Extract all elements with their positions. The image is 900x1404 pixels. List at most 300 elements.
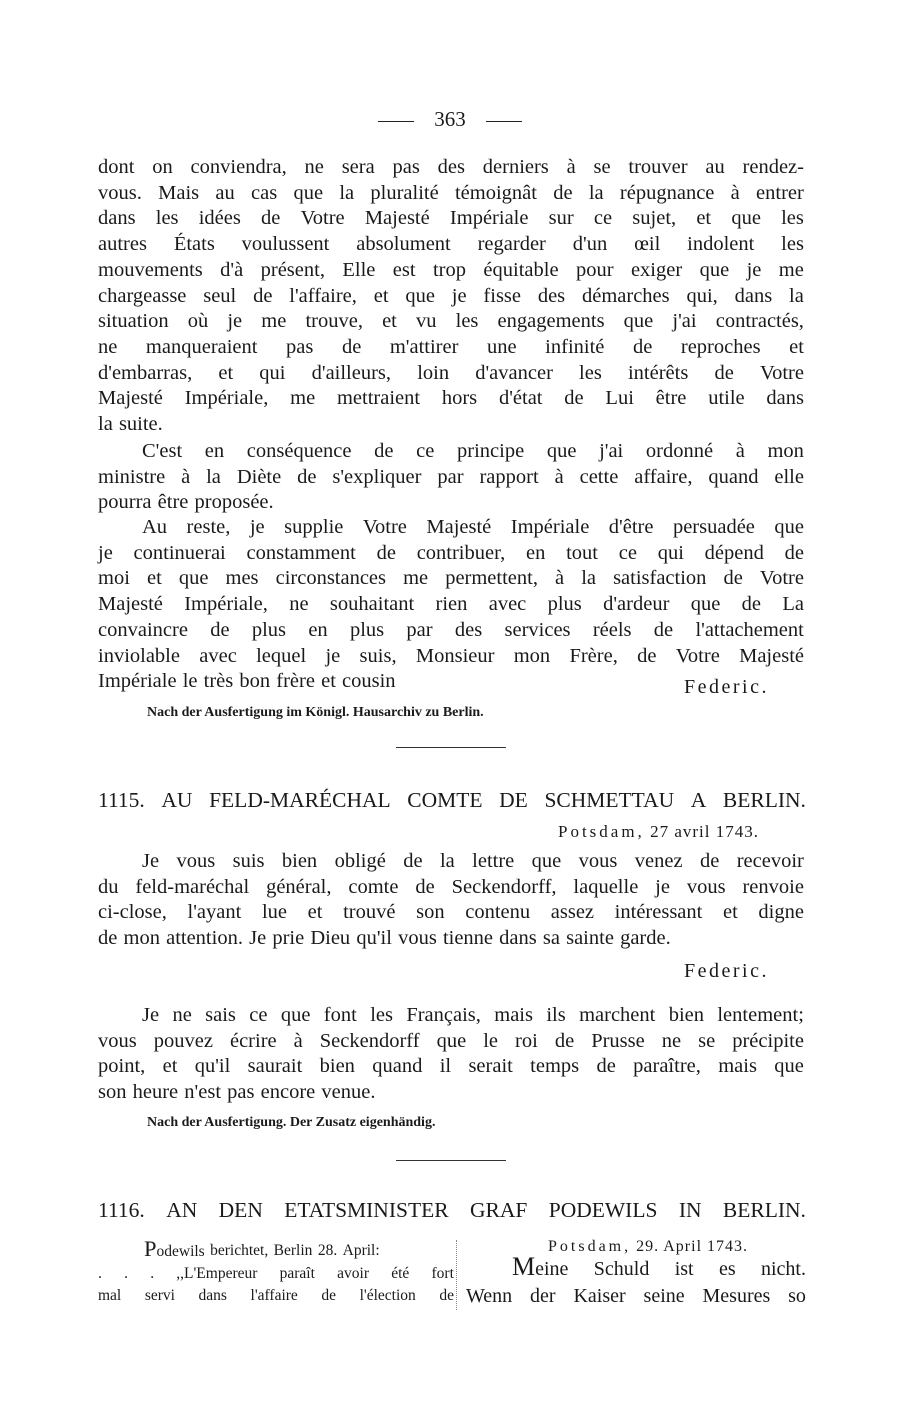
word: nicht. xyxy=(760,1258,806,1280)
word: Seckendorff xyxy=(319,1029,420,1052)
word: plus xyxy=(547,593,582,616)
word: et xyxy=(722,901,738,924)
word: manqueraient xyxy=(145,335,258,358)
word: son xyxy=(416,901,445,924)
word: Seckendorff, xyxy=(451,875,557,898)
word: que xyxy=(774,1055,804,1078)
word: d'un xyxy=(572,233,608,256)
word: Votre xyxy=(675,644,720,667)
section-divider xyxy=(396,747,506,748)
word: ne xyxy=(98,335,118,358)
word: digne xyxy=(758,901,804,924)
initial-letter: M xyxy=(512,1252,536,1281)
text-line xyxy=(98,439,804,465)
word: une xyxy=(487,335,517,358)
word: la xyxy=(206,465,221,488)
word: saurait xyxy=(247,1055,303,1078)
heading-word: DE xyxy=(499,788,528,812)
word: je xyxy=(746,258,762,281)
word: elle xyxy=(774,465,804,488)
word: . xyxy=(98,1265,102,1282)
word: des xyxy=(454,618,483,641)
word: de xyxy=(637,644,657,667)
word: précipite xyxy=(732,1029,804,1052)
word: la xyxy=(789,284,804,307)
word: pouvez xyxy=(153,1029,213,1052)
word: ministre xyxy=(98,465,166,488)
word: Votre xyxy=(759,567,804,590)
word: de xyxy=(723,567,743,590)
word: Impériale, xyxy=(184,387,269,410)
word: qu'il xyxy=(356,927,392,950)
word: que xyxy=(690,593,721,616)
word: Lui xyxy=(605,387,634,410)
word: inviolable xyxy=(98,644,180,667)
heading-word: COMTE xyxy=(407,788,483,812)
word: quand xyxy=(708,465,759,488)
word: plus xyxy=(349,618,385,641)
word: dans xyxy=(766,387,804,410)
word: pas xyxy=(392,156,420,178)
section-divider xyxy=(396,1160,506,1161)
text-line xyxy=(98,386,804,412)
word: paraît xyxy=(279,1265,315,1282)
heading-word: PODEWILS xyxy=(548,1198,658,1222)
word: la xyxy=(439,850,455,872)
word: sainte xyxy=(566,927,614,950)
word: l'ayant xyxy=(187,901,242,924)
word: à xyxy=(554,465,564,488)
word: et xyxy=(382,310,397,333)
text-line xyxy=(98,618,804,644)
word: la xyxy=(339,181,355,204)
heading-word: AU xyxy=(161,788,193,812)
word: est xyxy=(392,258,416,281)
word: cette xyxy=(579,465,619,488)
word: très xyxy=(203,670,234,693)
word: Majesté xyxy=(98,387,163,410)
word: de xyxy=(253,284,273,307)
word: réels xyxy=(592,618,632,641)
word: avoir xyxy=(337,1265,369,1282)
word: contenu xyxy=(465,901,531,924)
word: pas xyxy=(286,335,314,358)
word: suite. xyxy=(118,413,163,436)
source-note: Nach der Ausfertigung. Der Zusatz eigenhändig. xyxy=(147,1115,436,1130)
word: de xyxy=(714,361,734,384)
text-line xyxy=(98,412,804,438)
word: ist xyxy=(674,1258,694,1280)
word: les xyxy=(155,207,179,230)
word: m'attirer xyxy=(389,335,459,358)
word: les xyxy=(781,207,804,230)
word: son xyxy=(98,1081,127,1104)
word: temps xyxy=(530,1055,580,1078)
word: à xyxy=(293,1029,303,1052)
word: intéressant xyxy=(614,901,703,924)
text-line xyxy=(98,309,804,335)
word: mes xyxy=(225,567,259,590)
word: utile xyxy=(708,387,745,410)
text-line xyxy=(98,541,804,567)
text-line xyxy=(98,926,804,952)
word: il xyxy=(439,1055,452,1078)
word: convaincre xyxy=(98,618,188,641)
word: lentement; xyxy=(717,1004,804,1026)
word: feld-maréchal xyxy=(135,875,250,898)
word: que xyxy=(546,440,577,462)
word: et xyxy=(162,1055,178,1078)
letter-heading-1116 xyxy=(98,1198,806,1223)
heading-word: BERLIN. xyxy=(722,788,806,812)
word: Schuld xyxy=(593,1258,650,1280)
word: par xyxy=(437,465,464,488)
word: les xyxy=(781,233,804,256)
word: der xyxy=(530,1285,556,1307)
word: recevoir xyxy=(736,850,804,872)
word: Meine xyxy=(512,1252,569,1281)
word: font xyxy=(323,1004,357,1026)
word: la xyxy=(588,181,604,204)
word: en xyxy=(308,618,328,641)
paragraph-1115 xyxy=(98,849,804,952)
word: Mais xyxy=(158,181,200,204)
word: de xyxy=(341,335,362,358)
text-line xyxy=(98,1285,454,1307)
word: Mesures xyxy=(702,1285,771,1307)
word: vous xyxy=(578,850,618,872)
word: satisfaction xyxy=(613,567,707,590)
word: démarches xyxy=(581,284,670,307)
heading-word: DEN xyxy=(218,1198,263,1222)
word: vous xyxy=(686,875,726,898)
word: le xyxy=(182,670,198,693)
word: plus xyxy=(251,618,287,641)
dateline-1116: Potsdam, 29. April 1743. xyxy=(548,1238,749,1255)
word: Kaiser xyxy=(573,1285,626,1307)
word: n'est xyxy=(184,1081,222,1104)
word: à xyxy=(735,440,745,462)
word: reste, xyxy=(186,516,231,538)
word: trouver xyxy=(628,156,688,178)
word: La xyxy=(782,593,804,616)
text-line xyxy=(98,1029,804,1055)
word: au xyxy=(215,181,235,204)
word: frère xyxy=(276,670,315,693)
word: l'attachement xyxy=(695,618,804,641)
word: en xyxy=(204,440,225,462)
word: dans xyxy=(98,207,136,230)
word: et xyxy=(373,284,389,307)
text-line xyxy=(98,875,804,901)
word: à xyxy=(181,465,191,488)
word: engagements xyxy=(497,310,605,333)
word: que xyxy=(699,258,730,281)
word: ci-close, xyxy=(98,901,167,924)
word: se xyxy=(593,156,611,178)
text-line xyxy=(98,900,804,926)
word: avec xyxy=(199,644,237,667)
text-line xyxy=(98,181,804,207)
word: bien xyxy=(668,1004,704,1026)
word: infinité xyxy=(545,335,605,358)
word: serait xyxy=(468,1055,513,1078)
word: cas xyxy=(251,181,278,204)
word: au xyxy=(705,156,725,178)
word: obligé xyxy=(334,850,386,872)
word: seine xyxy=(643,1285,685,1307)
word: s'expliquer xyxy=(332,465,422,488)
text-line xyxy=(98,1236,454,1263)
word: j'ai xyxy=(672,310,697,333)
word: Podewils xyxy=(144,1236,205,1261)
word: l'élection xyxy=(359,1287,416,1304)
word: persuadée xyxy=(672,516,755,538)
word: que xyxy=(293,181,324,204)
word: laquelle xyxy=(573,875,639,898)
word: comte xyxy=(348,875,399,898)
text-line xyxy=(98,1054,804,1080)
word: reproches xyxy=(680,335,761,358)
word: proposée. xyxy=(194,491,274,514)
word: Monsieur xyxy=(415,644,495,667)
heading-word: ETATSMINISTER xyxy=(284,1198,449,1222)
dash-left xyxy=(378,121,414,122)
word: trouvé xyxy=(343,901,396,924)
word: dans xyxy=(198,1287,227,1304)
word: Je xyxy=(142,1004,160,1026)
word: équitable xyxy=(483,258,559,281)
word: souhaitant xyxy=(329,593,415,616)
text-line xyxy=(98,258,804,284)
word: trop xyxy=(432,258,466,281)
word: à xyxy=(555,567,565,590)
word: les xyxy=(579,361,602,384)
heading-word: 1116. xyxy=(98,1198,145,1222)
letter-text-1116 xyxy=(466,1252,806,1310)
word: venez xyxy=(634,850,683,872)
heading-word: FELD-MARÉCHAL xyxy=(209,788,391,812)
word: l'affaire xyxy=(250,1287,298,1304)
word: général, xyxy=(266,875,332,898)
word: de xyxy=(554,1029,575,1052)
word: d'état xyxy=(498,387,543,410)
word: avec xyxy=(488,593,527,616)
word: de xyxy=(415,875,435,898)
word: point, xyxy=(98,1055,146,1078)
word: dont xyxy=(98,156,135,178)
word: me xyxy=(261,310,287,333)
text-line xyxy=(98,232,804,258)
word: en xyxy=(525,541,546,564)
text-line xyxy=(98,284,804,310)
heading-word: A xyxy=(690,788,707,812)
word: Prusse xyxy=(591,1029,645,1052)
word: que xyxy=(623,310,654,333)
word: . xyxy=(124,1265,128,1282)
word: voulussent xyxy=(241,233,330,256)
word: intérêts xyxy=(627,361,689,384)
word: de xyxy=(653,618,674,641)
word: et xyxy=(146,567,162,590)
word: par xyxy=(406,618,433,641)
word: vous. xyxy=(98,181,142,204)
word: exiger xyxy=(630,258,683,281)
text-line xyxy=(98,1003,804,1029)
word: bon xyxy=(239,670,271,693)
word: pourra xyxy=(98,491,152,514)
word: de xyxy=(553,181,573,204)
text-line xyxy=(98,1263,454,1285)
word: lequel xyxy=(256,644,307,667)
word: fort xyxy=(431,1265,454,1282)
word: de xyxy=(596,1055,616,1078)
word: Votre xyxy=(759,361,804,384)
word: renvoie xyxy=(742,875,804,898)
word: berichtet, xyxy=(210,1242,269,1259)
word: conséquence xyxy=(246,440,352,462)
dateline-1115: Potsdam, 27 avril 1743. xyxy=(558,822,759,841)
word: so xyxy=(788,1285,806,1307)
word: la xyxy=(581,567,596,590)
word: ne xyxy=(661,1029,682,1052)
word: 28. xyxy=(317,1242,338,1259)
word: Majesté xyxy=(98,593,163,616)
text-line xyxy=(98,490,804,516)
word: les xyxy=(455,310,479,333)
word: que xyxy=(280,1004,311,1026)
word: de xyxy=(210,618,230,641)
word: écrire xyxy=(229,1029,277,1052)
word: roi xyxy=(515,1029,538,1052)
word: de xyxy=(321,1287,337,1304)
word: ne xyxy=(289,593,309,616)
word: sujet, xyxy=(632,207,677,230)
word: mal xyxy=(98,1287,122,1304)
word: vous xyxy=(398,927,437,950)
word: constamment xyxy=(246,541,356,564)
word: ne xyxy=(172,1004,192,1026)
text-line xyxy=(98,1080,804,1106)
word: affaire, xyxy=(634,465,693,488)
text-line xyxy=(98,361,804,387)
word: pluralité xyxy=(370,181,439,204)
word: services xyxy=(504,618,571,641)
word: attention. xyxy=(166,927,243,950)
word: suis, xyxy=(359,644,397,667)
word: contractés, xyxy=(715,310,804,333)
word: je xyxy=(249,516,265,538)
word: Français, xyxy=(406,1004,481,1026)
word: que xyxy=(731,207,761,230)
word: et xyxy=(789,335,804,358)
paragraph-continuation xyxy=(98,155,804,438)
word: qui, xyxy=(686,284,718,307)
word: que xyxy=(436,1029,467,1052)
word: hors xyxy=(441,387,478,410)
word: garde. xyxy=(620,927,671,950)
word: qui xyxy=(657,541,684,564)
word: Majesté xyxy=(426,516,492,538)
text-line xyxy=(98,592,804,618)
word: bien xyxy=(281,850,318,872)
word: derniers xyxy=(482,156,549,178)
word: de xyxy=(98,927,118,950)
word: les xyxy=(370,1004,393,1026)
word: pour xyxy=(575,258,614,281)
word: Berlin xyxy=(273,1242,313,1259)
word: rapport xyxy=(479,465,539,488)
word: ce xyxy=(593,207,613,230)
dash-right xyxy=(486,121,522,122)
word: et xyxy=(218,361,234,384)
word: quand xyxy=(372,1055,423,1078)
postscript-1115 xyxy=(98,1003,804,1106)
word: circonstances xyxy=(275,567,387,590)
word: de xyxy=(439,1287,454,1304)
word: mon xyxy=(767,440,804,462)
word: la xyxy=(98,413,113,436)
word: Impériale, xyxy=(184,593,268,616)
word: autres xyxy=(98,233,147,256)
word: encore xyxy=(260,1081,316,1104)
text-line xyxy=(98,335,804,361)
word: l'affaire, xyxy=(289,284,357,307)
column-divider xyxy=(456,1240,457,1310)
word: April: xyxy=(342,1242,380,1259)
word: rendez- xyxy=(742,156,804,178)
word: et xyxy=(696,207,712,230)
word: qui xyxy=(259,361,286,384)
word: à xyxy=(566,156,576,178)
word: heure xyxy=(132,1081,179,1104)
word: C'est xyxy=(142,440,183,462)
word: . xyxy=(150,1265,155,1282)
word: es xyxy=(718,1258,736,1280)
word: présent, xyxy=(260,258,325,281)
word: entrer xyxy=(756,181,804,204)
word: j'ai xyxy=(599,440,624,462)
word: et xyxy=(321,670,336,693)
word: ils xyxy=(546,1004,566,1026)
word: été xyxy=(391,1265,410,1282)
word: suis xyxy=(232,850,265,872)
text-line xyxy=(98,465,804,491)
word: d'avancer xyxy=(475,361,553,384)
word: se xyxy=(698,1029,716,1052)
text-line xyxy=(466,1252,806,1283)
word: permettent, xyxy=(445,567,538,590)
word: mouvements xyxy=(98,258,203,281)
word: venue. xyxy=(321,1081,376,1104)
word: Je xyxy=(249,927,267,950)
word: ordonné xyxy=(645,440,714,462)
word: de xyxy=(699,850,720,872)
word: dépend xyxy=(704,541,764,564)
text-line xyxy=(98,566,804,592)
word: ,,L'Empereur xyxy=(176,1265,258,1282)
word: chargeasse xyxy=(98,284,187,307)
word: fisse xyxy=(483,284,521,307)
word: Majesté xyxy=(739,644,804,667)
word: de xyxy=(261,207,281,230)
heading-word: 1115. xyxy=(98,788,145,812)
word: tout xyxy=(566,541,598,564)
word: de xyxy=(376,541,396,564)
word: États xyxy=(173,233,215,256)
text-line xyxy=(98,155,804,181)
word: témoignât xyxy=(454,181,537,204)
